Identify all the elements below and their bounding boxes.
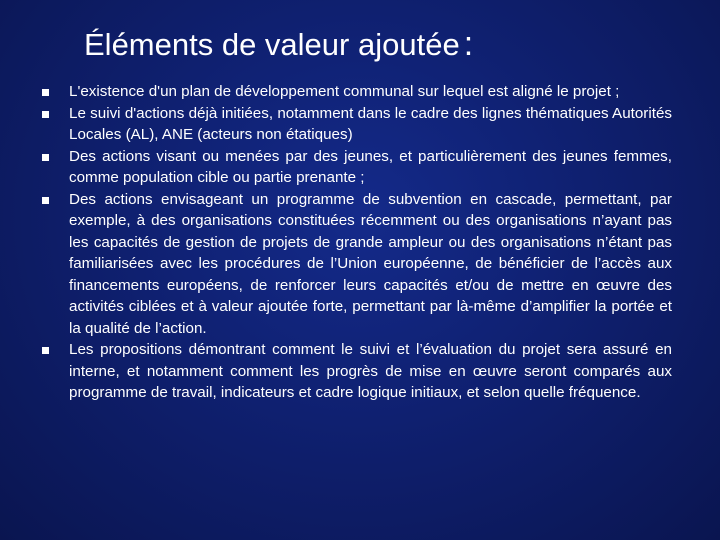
bullet-text: Le suivi d'actions déjà initiées, notamment dans le cadre des lignes thématiques Autorités Locales (AL), ANE (acteurs non étatiques) (69, 104, 672, 143)
bullet-item (42, 81, 672, 103)
bullet-text: L'existence d'un plan de développement communal sur lequel est aligné le projet ; (69, 83, 620, 100)
bullet-text: Des actions visant ou menées par des jeunes, et particulièrement des jeunes femmes, comme population cible ou partie prenante ; (69, 147, 672, 186)
bullet-item (42, 103, 672, 146)
bullet-item (42, 189, 672, 340)
slide-title-colon: : (463, 25, 474, 63)
bullet-item (42, 146, 672, 189)
bullet-list (42, 81, 672, 404)
slide-title (84, 18, 473, 71)
square-bullet-icon (42, 347, 49, 354)
bullet-item (42, 339, 672, 404)
bullet-text: Les propositions démontrant comment le suivi et l’évaluation du projet sera assuré en interne, et notamment comment les progrès de mise en œuvre seront comparés aux programme de travail, indicateurs et cadre logique initiaux, et selon quelle fréquence. (69, 341, 672, 401)
square-bullet-icon (42, 197, 49, 204)
slide-title-text: Éléments de valeur ajoutée (84, 27, 460, 62)
square-bullet-icon (42, 89, 49, 96)
bullet-text: Des actions envisageant un programme de subvention en cascade, permettant, par exemple, à des organisations constituées récemment ou des organisations n’ayant pas les capacités de gestion de projets de grande ampleur ou des organisations n’étant pas familiarisées avec les procédures de l’Union européenne, de bénéficier de l’accès aux financements européens, de renforcer leurs capacités et/ou de mettre en œuvre des activités ciblées et à valeur ajoutée forte, permettant par là-même d’amplifier la portée et la qualité de l’action. (69, 190, 672, 337)
square-bullet-icon (42, 111, 49, 118)
square-bullet-icon (42, 154, 49, 161)
